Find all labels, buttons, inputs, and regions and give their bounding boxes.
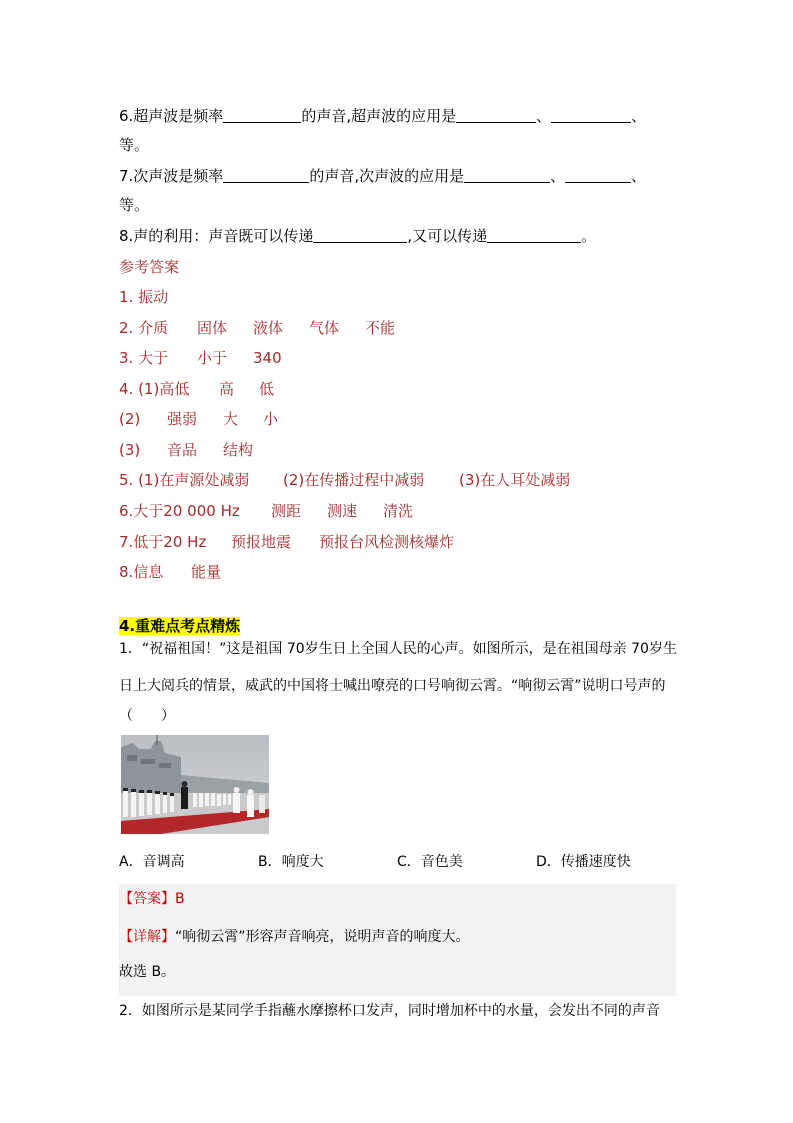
ref-7-item: 预报地震 [231, 533, 292, 551]
ref-4-item: (3) [119, 441, 141, 459]
q6-text-a: 6.超声波是频率 [119, 107, 224, 125]
ref-answer-3 [119, 348, 282, 368]
q6-blank-1[interactable] [223, 106, 301, 123]
ref-2-item: 不能 [365, 319, 396, 337]
ref-4-item: 低 [259, 380, 275, 398]
ref-2-item: 固体 [197, 319, 228, 337]
q8-text-c: 。 [581, 227, 597, 245]
ref-4-item: 高 [219, 380, 235, 398]
q8-blank-1[interactable] [313, 226, 407, 243]
ref-4-item: 强弱 [167, 410, 198, 428]
ref-5-item: (2)在传播过程中减弱 [283, 471, 425, 489]
ref-answer-7 [119, 532, 454, 552]
detail-text: “响彻云霄”形容声音响亮，说明声音的响度大。 [175, 929, 470, 945]
ref-answer-2 [119, 318, 395, 338]
ref-4-item: 结构 [223, 441, 254, 459]
q7-blank-2[interactable] [464, 166, 550, 183]
q7-sep-2: 、 [631, 167, 647, 185]
ref-6-item: 测距 [271, 502, 302, 520]
ref-6-item: 6.大于20 000 Hz [119, 502, 240, 520]
answer-row [119, 889, 185, 909]
q6-sep-2: 、 [631, 107, 647, 125]
q7-text-b: 的声音,次声波的应用是 [309, 167, 465, 185]
q6-blank-2[interactable] [456, 106, 536, 123]
ref-answer-8 [119, 562, 221, 582]
ref-2-item: 液体 [253, 319, 284, 337]
ref-4-item: 4. (1)高低 [119, 380, 190, 398]
ref-answer-5 [119, 470, 570, 490]
ref-3-item: 小于 [197, 349, 228, 367]
q6-ending: 等。 [119, 136, 150, 154]
section-title [119, 616, 240, 636]
ref-4-item: 小 [263, 410, 279, 428]
question-8 [119, 226, 596, 246]
q7-sep-1: 、 [550, 167, 566, 185]
q6-text-b: 的声音,超声波的应用是 [301, 107, 457, 125]
ref-answer-4-3 [119, 440, 253, 460]
q7-blank-3[interactable] [565, 166, 631, 183]
answer-value: B [175, 891, 185, 907]
section-title-text: 4.重难点考点精炼 [119, 617, 241, 635]
question-7 [119, 166, 646, 186]
parade-photo [121, 735, 269, 834]
detail-label: 【详解】 [119, 929, 175, 945]
ref-5-item: (3)在人耳处减弱 [459, 471, 571, 489]
ref-6-item: 清洗 [383, 502, 414, 520]
q8-text-b: ,又可以传递 [407, 227, 488, 245]
ref-8-item: 能量 [191, 563, 222, 581]
ref-5-item: 5. (1)在声源处减弱 [119, 471, 250, 489]
ref-2-item: 2. 介质 [119, 319, 169, 337]
parade-illustration [121, 735, 269, 834]
q1-line-2: 日上大阅兵的情景，威武的中国将士喊出嘹亮的口号响彻云霄。“响彻云霄”说明口号声的 [119, 678, 666, 694]
question-6 [119, 106, 646, 126]
q8-text-a: 8.声的利用：声音既可以传递 [119, 227, 314, 245]
ref-answer-1 [119, 287, 168, 307]
ref-4-item: (2) [119, 410, 141, 428]
q1-paren: （ ） [119, 708, 175, 724]
q7-blank-1[interactable] [223, 166, 309, 183]
ref-3-item: 340 [253, 349, 282, 367]
ref-4-item: 大 [223, 410, 239, 428]
detail-row [119, 927, 470, 947]
option-b[interactable]: B．响度大 [258, 854, 324, 870]
conclusion-text: 故选 B。 [119, 964, 176, 980]
q6-sep-1: 、 [536, 107, 552, 125]
ref-7-item: 预报台风检测核爆炸 [319, 533, 455, 551]
ref-7-item: 7.低于20 Hz [119, 533, 207, 551]
q6-blank-3[interactable] [551, 106, 631, 123]
ref-4-item: 音品 [167, 441, 198, 459]
answer-label: 【答案】 [119, 891, 175, 907]
ref-6-item: 测速 [327, 502, 358, 520]
ref-answer-6 [119, 501, 413, 521]
q7-ending: 等。 [119, 196, 150, 214]
q7-text-a: 7.次声波是频率 [119, 167, 224, 185]
answer-box [119, 884, 676, 996]
q2-line-1: 2．如图所示是某同学手指蘸水摩擦杯口发声，同时增加杯中的水量，会发出不同的声音 [119, 1003, 660, 1019]
ref-2-item: 气体 [309, 319, 340, 337]
ref-3-item: 3. 大于 [119, 349, 169, 367]
option-c[interactable]: C．音色美 [397, 854, 463, 870]
option-a[interactable]: A．音调高 [119, 854, 185, 870]
ref-answer-4-2 [119, 409, 278, 429]
ref-8-item: 8.信息 [119, 563, 164, 581]
option-d[interactable]: D．传播速度快 [536, 854, 631, 870]
ref-1-text: 1. 振动 [119, 288, 169, 306]
q8-blank-2[interactable] [487, 226, 581, 243]
ref-answer-4-1 [119, 379, 274, 399]
reference-title: 参考答案 [119, 258, 180, 276]
q1-line-1: 1．“祝福祖国！”这是祖国 70岁生日上全国人民的心声。如图所示，是在祖国母亲 70岁生 [119, 641, 677, 657]
